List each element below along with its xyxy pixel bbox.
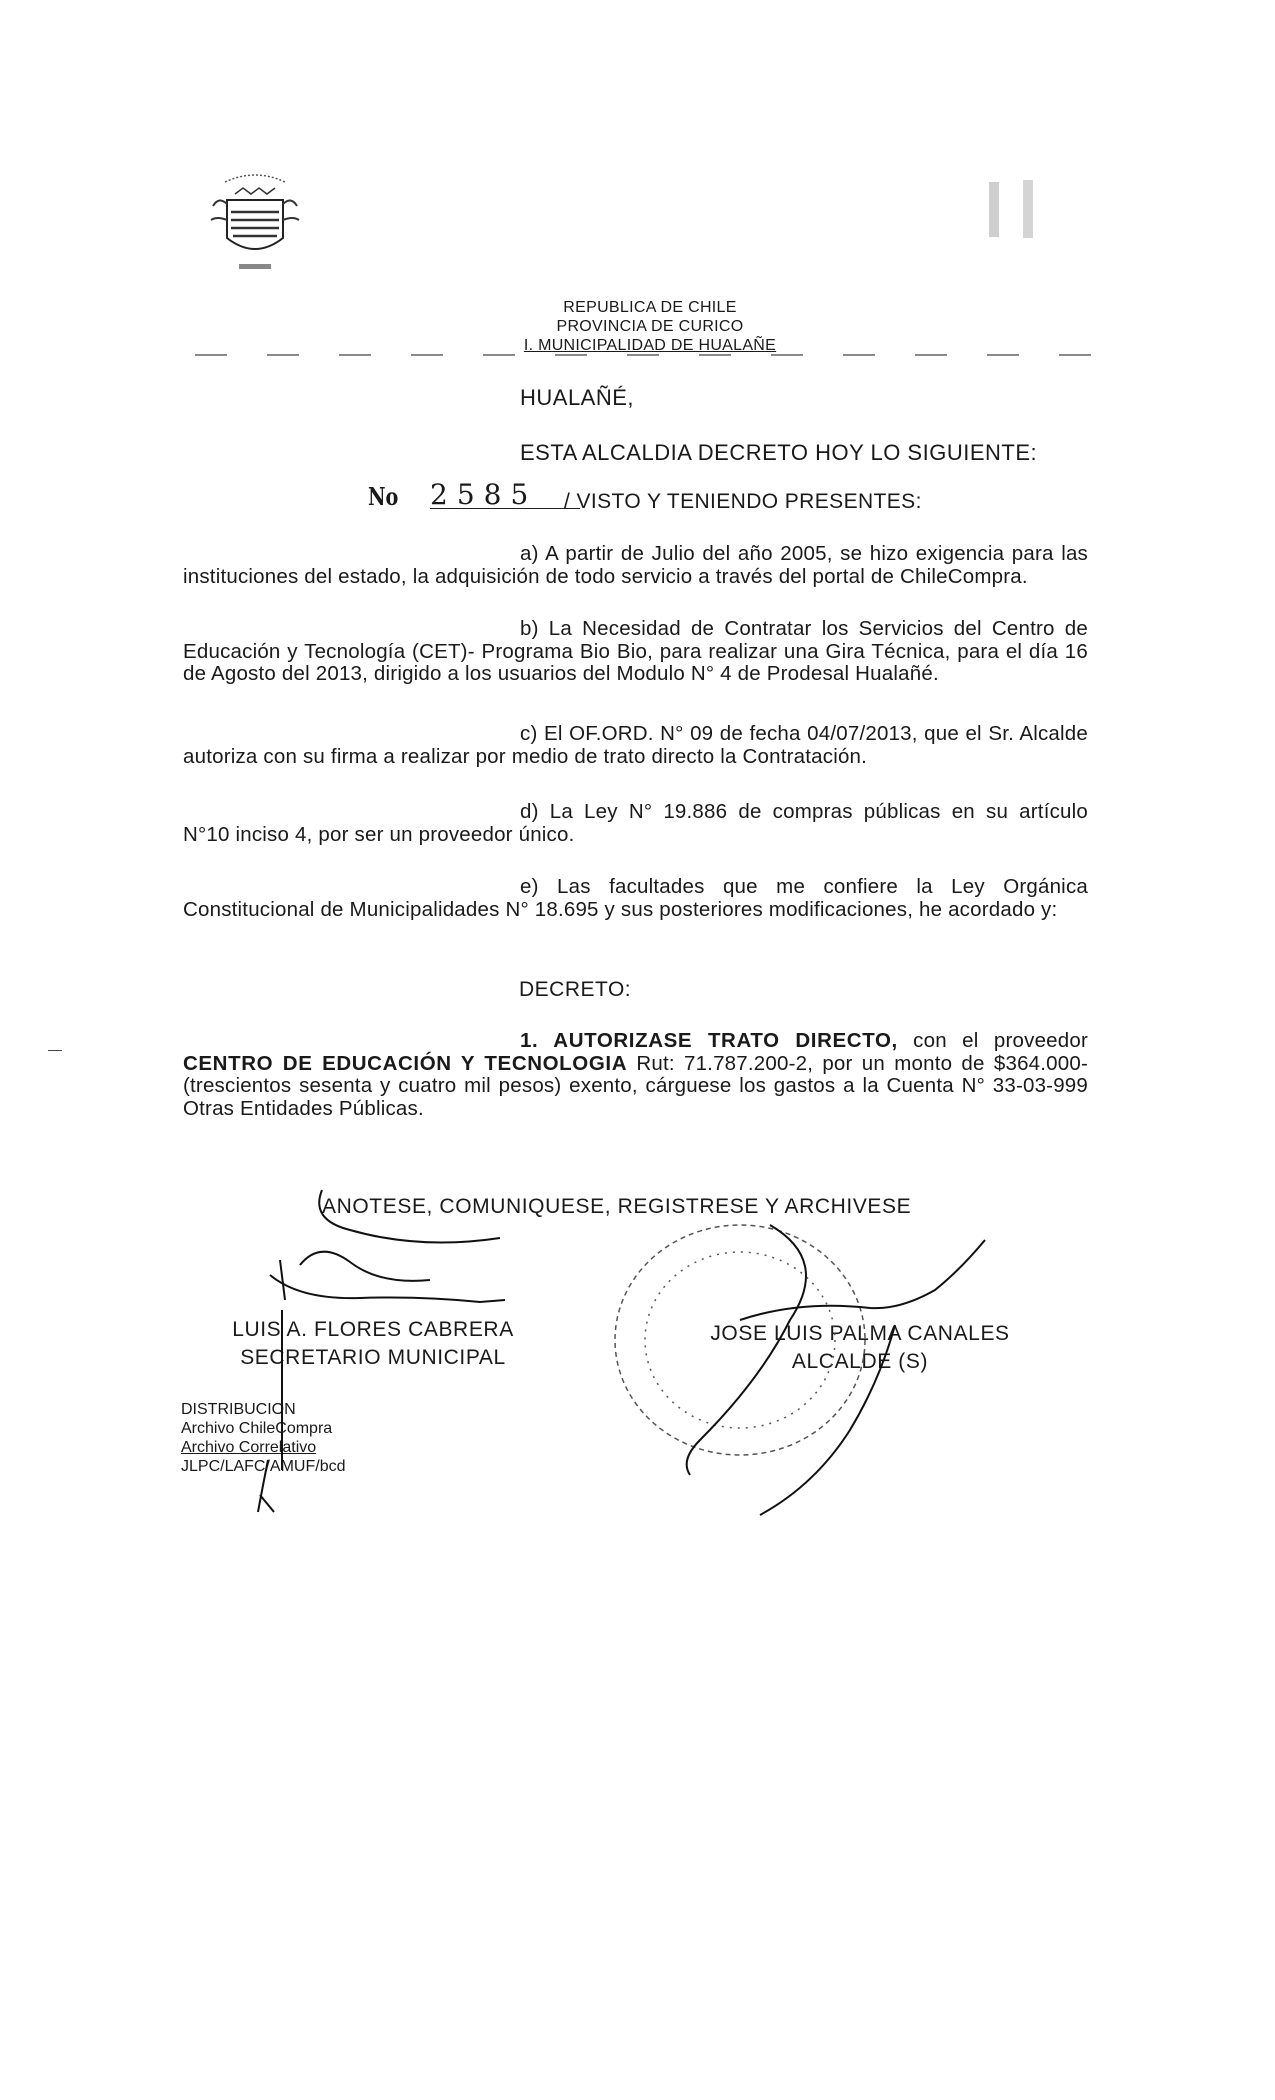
margin-mark (48, 1050, 62, 1051)
resolution-text-2: Rut: 71.787.200-2, por un monto de $364.000- (trescientos sesenta y cuatro mil pesos) exento, cárguese los gastos a la Cuenta N° 33-03-999 Otras Entidades Públicas. (183, 1051, 1088, 1120)
consideration-b: b) La Necesidad de Contratar los Servicios del Centro de Educación y Tecnología (CET)- Programa Bio Bio, para realizar una Gira Técnica, para el día 16 de Agosto del 2013, dirigido a los usuarios del Modulo N° 4 de Prodesal Hualañé. (183, 617, 1088, 685)
distribution-line: JLPC/LAFC/AMUF/bcd (181, 1458, 346, 1475)
decree-number-row (368, 478, 1068, 518)
signer-secretary-name: LUIS A. FLORES CABRERA (232, 1318, 514, 1341)
letterhead (520, 298, 780, 355)
resolution-lead: 1. AUTORIZASE TRATO DIRECTO, (520, 1029, 898, 1052)
page-corner-marks (985, 178, 1045, 248)
distribution-line: Archivo ChileCompra (181, 1420, 333, 1437)
letterhead-province: PROVINCIA DE CURICO (556, 318, 744, 335)
decreto-title: DECRETO: (519, 978, 632, 1001)
consideration-c: c) El OF.ORD. N° 09 de fecha 04/07/2013, que el Sr. Alcalde autoriza con su firma a realizar por medio de trato directo la Contratación. (183, 722, 1088, 768)
decree-number-label: No (368, 482, 399, 511)
distribution-line: Archivo Correlativo (181, 1439, 317, 1456)
visto-heading: / VISTO Y TENIENDO PRESENTES: (564, 490, 922, 513)
consideration-d: d) La Ley N° 19.886 de compras públicas en su artículo N°10 inciso 4, por ser un proveedor único. (183, 800, 1088, 846)
consideration-a: a) A partir de Julio del año 2005, se hizo exigencia para las instituciones del estado, la adquisición de todo servicio a través del portal de ChileCompra. (183, 542, 1088, 588)
signer-alcalde-name: JOSE LUIS PALMA CANALES (710, 1322, 1010, 1345)
municipal-crest-icon (205, 160, 305, 280)
consideration-e: e) Las facultades que me confiere la Ley Orgánica Constitucional de Municipalidades N° 18.695 y sus posteriores modificaciones, he acordado y: (183, 875, 1088, 921)
distribution-title: DISTRIBUCION (181, 1401, 296, 1418)
distribution-block (181, 1400, 345, 1476)
decree-number-value: 2585 (430, 478, 538, 511)
decree-heading: ESTA ALCALDIA DECRETO HOY LO SIGUIENTE: (520, 440, 1038, 465)
letterhead-republic: REPUBLICA DE CHILE (563, 299, 737, 316)
letterhead-municipality: I. MUNICIPALIDAD DE HUALAÑE (523, 337, 777, 354)
resolution-provider: CENTRO DE EDUCACIÓN Y TECNOLOGIA (183, 1051, 628, 1075)
signer-alcalde (690, 1320, 1030, 1376)
resolution-text-1: con el proveedor (897, 1029, 1088, 1052)
decree-number-underline (430, 508, 580, 509)
signer-alcalde-title: ALCALDE (S) (791, 1350, 929, 1373)
signer-secretary-title: SECRETARIO MUNICIPAL (240, 1346, 506, 1369)
signer-secretary (218, 1316, 528, 1372)
header-dashed-rule (195, 350, 1095, 360)
town-name: HUALAÑÉ, (520, 385, 635, 410)
resolution-paragraph (183, 1030, 1088, 1120)
closing-formula: ANOTESE, COMUNIQUESE, REGISTRESE Y ARCHIVESE (322, 1195, 912, 1218)
